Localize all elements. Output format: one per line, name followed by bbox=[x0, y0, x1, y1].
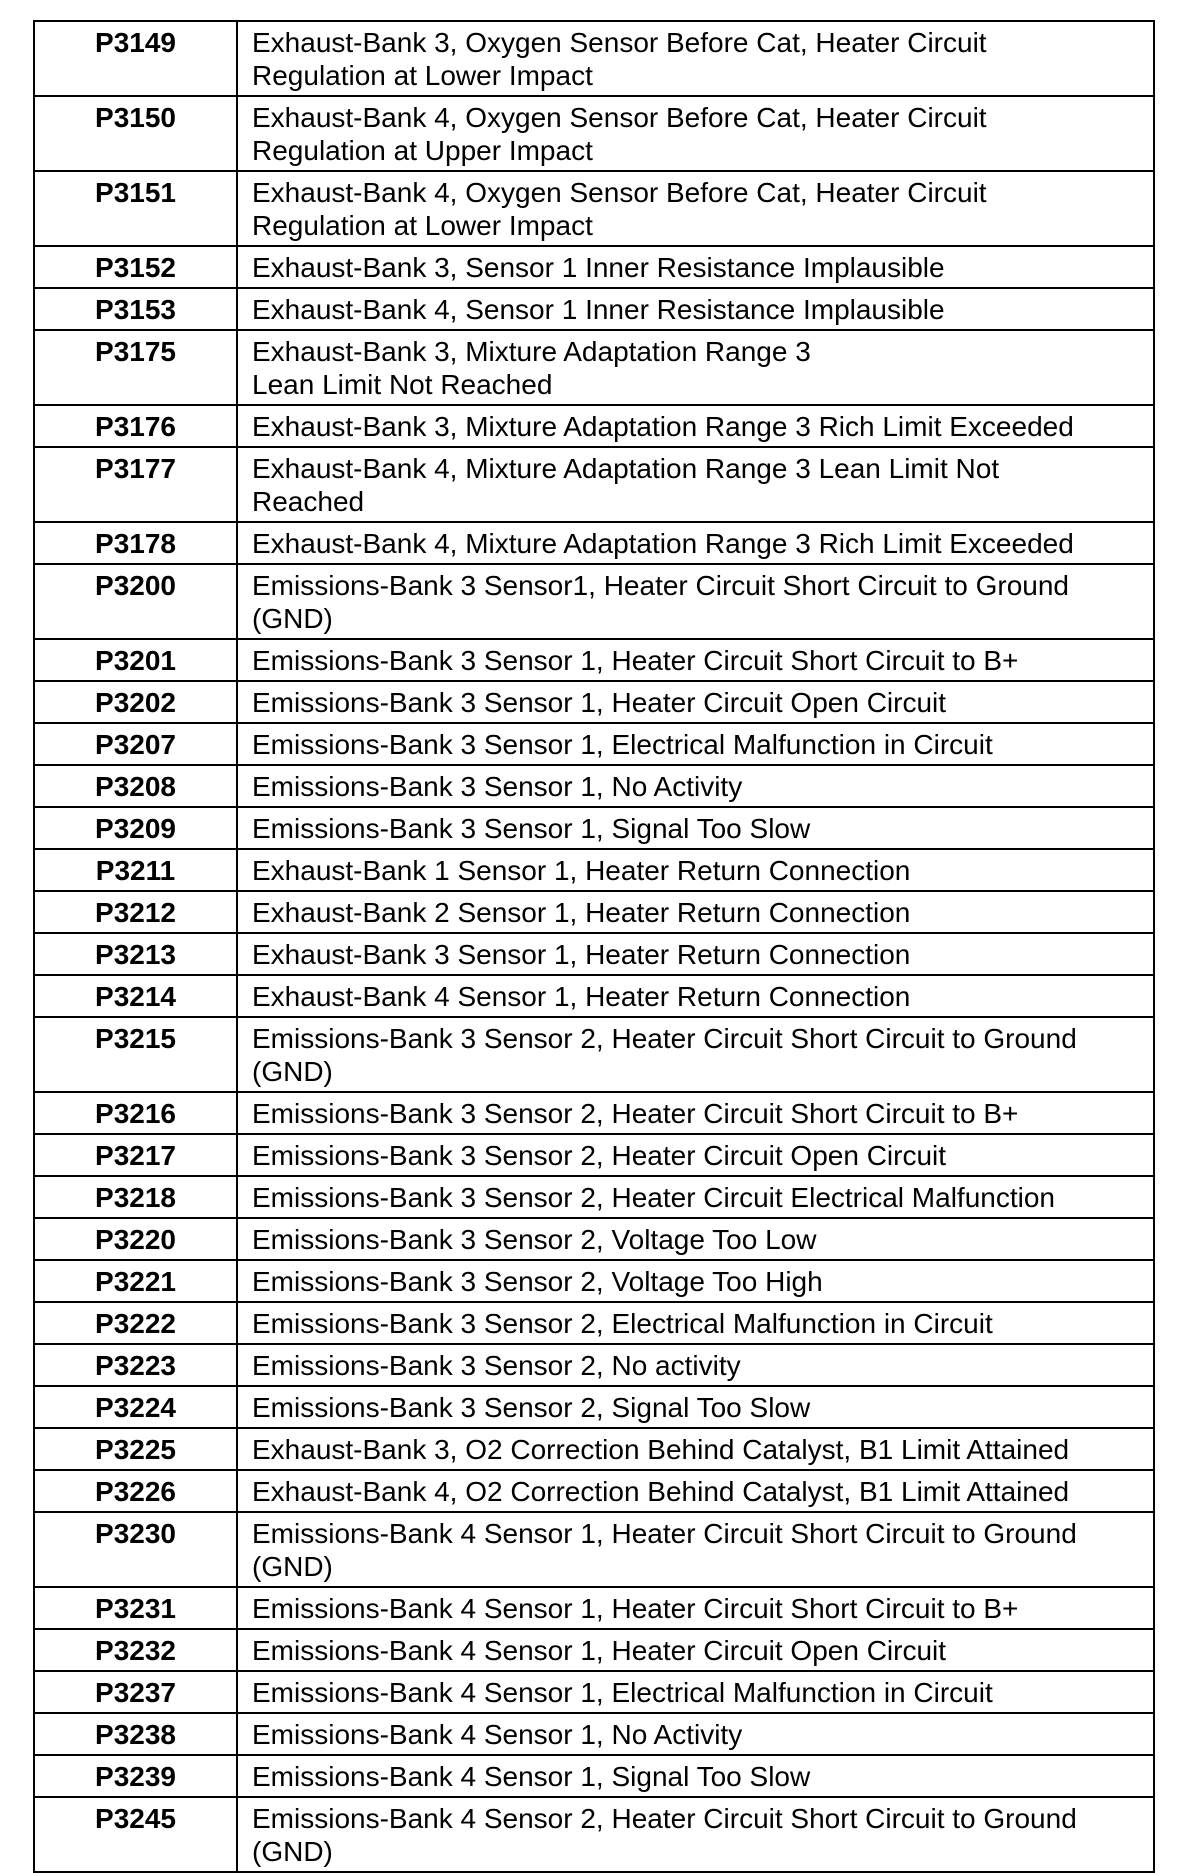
dtc-description-line: Regulation at Upper Impact bbox=[252, 135, 593, 166]
table-row bbox=[34, 1386, 1154, 1428]
dtc-code: P3239 bbox=[34, 1755, 237, 1797]
dtc-description-line: Exhaust-Bank 2 Sensor 1, Heater Return Connection bbox=[252, 897, 911, 928]
dtc-description bbox=[237, 1671, 1154, 1713]
dtc-description bbox=[237, 1260, 1154, 1302]
dtc-description-line: Emissions-Bank 3 Sensor 1, Heater Circuit Short Circuit to B+ bbox=[252, 645, 1019, 676]
dtc-code: P3149 bbox=[34, 21, 237, 96]
table-row bbox=[34, 1218, 1154, 1260]
dtc-code: P3214 bbox=[34, 975, 237, 1017]
table-row bbox=[34, 21, 1154, 96]
dtc-description bbox=[237, 1713, 1154, 1755]
dtc-description-line: Exhaust-Bank 4, Mixture Adaptation Range 3 Rich Limit Exceeded bbox=[252, 528, 1074, 559]
dtc-description bbox=[237, 1092, 1154, 1134]
table-row bbox=[34, 1797, 1154, 1872]
table-row bbox=[34, 1755, 1154, 1797]
dtc-description bbox=[237, 1386, 1154, 1428]
table-row bbox=[34, 522, 1154, 564]
table-row bbox=[34, 1302, 1154, 1344]
dtc-code: P3212 bbox=[34, 891, 237, 933]
dtc-description-line: Emissions-Bank 4 Sensor 1, Electrical Malfunction in Circuit bbox=[252, 1677, 993, 1708]
dtc-description bbox=[237, 1797, 1154, 1872]
table-row bbox=[34, 447, 1154, 522]
dtc-description-line: Emissions-Bank 3 Sensor 1, Electrical Malfunction in Circuit bbox=[252, 729, 993, 760]
dtc-code: P3226 bbox=[34, 1470, 237, 1512]
dtc-description bbox=[237, 96, 1154, 171]
dtc-code: P3202 bbox=[34, 681, 237, 723]
dtc-description bbox=[237, 1134, 1154, 1176]
dtc-description-line: Emissions-Bank 4 Sensor 1, Heater Circuit Short Circuit to Ground bbox=[252, 1518, 1077, 1549]
dtc-code: P3209 bbox=[34, 807, 237, 849]
table-row bbox=[34, 681, 1154, 723]
table-row bbox=[34, 891, 1154, 933]
dtc-code: P3231 bbox=[34, 1587, 237, 1629]
table-row bbox=[34, 1629, 1154, 1671]
dtc-description-line: (GND) bbox=[252, 603, 333, 634]
dtc-description bbox=[237, 681, 1154, 723]
dtc-description bbox=[237, 1428, 1154, 1470]
dtc-code: P3225 bbox=[34, 1428, 237, 1470]
dtc-description-line: (GND) bbox=[252, 1551, 333, 1582]
dtc-code: P3200 bbox=[34, 564, 237, 639]
dtc-description-line: Reached bbox=[252, 486, 365, 517]
dtc-code: P3217 bbox=[34, 1134, 237, 1176]
dtc-code: P3208 bbox=[34, 765, 237, 807]
dtc-description bbox=[237, 564, 1154, 639]
dtc-description-line: Exhaust-Bank 3, Sensor 1 Inner Resistance Implausible bbox=[252, 252, 945, 283]
dtc-code: P3153 bbox=[34, 288, 237, 330]
table-row bbox=[34, 723, 1154, 765]
table-row bbox=[34, 1092, 1154, 1134]
dtc-description-line: Emissions-Bank 3 Sensor 2, Voltage Too Low bbox=[252, 1224, 817, 1255]
dtc-description bbox=[237, 975, 1154, 1017]
table-row bbox=[34, 330, 1154, 405]
dtc-description-line: Emissions-Bank 4 Sensor 2, Heater Circuit Short Circuit to Ground bbox=[252, 1803, 1077, 1834]
dtc-description-line: Emissions-Bank 4 Sensor 1, Heater Circuit Short Circuit to B+ bbox=[252, 1593, 1019, 1624]
dtc-description-line: Emissions-Bank 3 Sensor 2, Heater Circuit Short Circuit to Ground bbox=[252, 1023, 1077, 1054]
dtc-description-line: (GND) bbox=[252, 1056, 333, 1087]
dtc-description bbox=[237, 288, 1154, 330]
dtc-description-line: Emissions-Bank 3 Sensor 1, Heater Circuit Open Circuit bbox=[252, 687, 947, 718]
dtc-description-line: Emissions-Bank 3 Sensor 1, Signal Too Slow bbox=[252, 813, 811, 844]
dtc-description-line: Exhaust-Bank 3, Mixture Adaptation Range 3 bbox=[252, 336, 811, 367]
dtc-code: P3232 bbox=[34, 1629, 237, 1671]
dtc-description-line: Exhaust-Bank 4, O2 Correction Behind Catalyst, B1 Limit Attained bbox=[252, 1476, 1070, 1507]
dtc-description-line: Emissions-Bank 3 Sensor 2, Electrical Malfunction in Circuit bbox=[252, 1308, 993, 1339]
dtc-description-line: Exhaust-Bank 4, Oxygen Sensor Before Cat, Heater Circuit bbox=[252, 102, 987, 133]
dtc-description-line: Emissions-Bank 3 Sensor 2, Signal Too Slow bbox=[252, 1392, 811, 1423]
dtc-code: P3216 bbox=[34, 1092, 237, 1134]
dtc-table-body bbox=[34, 21, 1154, 1872]
dtc-description bbox=[237, 933, 1154, 975]
table-row bbox=[34, 1587, 1154, 1629]
dtc-description bbox=[237, 765, 1154, 807]
table-row bbox=[34, 246, 1154, 288]
table-row bbox=[34, 807, 1154, 849]
table-row bbox=[34, 639, 1154, 681]
dtc-description-line: Emissions-Bank 3 Sensor 2, No activity bbox=[252, 1350, 741, 1381]
dtc-description-line: Emissions-Bank 3 Sensor 2, Heater Circuit Open Circuit bbox=[252, 1140, 947, 1171]
dtc-code: P3220 bbox=[34, 1218, 237, 1260]
dtc-description-line: Emissions-Bank 3 Sensor 2, Heater Circuit Electrical Malfunction bbox=[252, 1182, 1055, 1213]
dtc-code: P3238 bbox=[34, 1713, 237, 1755]
dtc-code: P3150 bbox=[34, 96, 237, 171]
dtc-code: P3215 bbox=[34, 1017, 237, 1092]
dtc-description-line: Exhaust-Bank 3, O2 Correction Behind Catalyst, B1 Limit Attained bbox=[252, 1434, 1070, 1465]
dtc-description bbox=[237, 1587, 1154, 1629]
dtc-code: P3177 bbox=[34, 447, 237, 522]
table-row bbox=[34, 288, 1154, 330]
dtc-description-line: Emissions-Bank 3 Sensor1, Heater Circuit Short Circuit to Ground bbox=[252, 570, 1069, 601]
dtc-description bbox=[237, 447, 1154, 522]
dtc-description-line: Exhaust-Bank 4, Oxygen Sensor Before Cat, Heater Circuit bbox=[252, 177, 987, 208]
table-row bbox=[34, 171, 1154, 246]
table-row bbox=[34, 1260, 1154, 1302]
dtc-description bbox=[237, 21, 1154, 96]
dtc-description-line: Regulation at Lower Impact bbox=[252, 210, 593, 241]
table-row bbox=[34, 564, 1154, 639]
dtc-description bbox=[237, 405, 1154, 447]
dtc-description bbox=[237, 330, 1154, 405]
table-row bbox=[34, 1713, 1154, 1755]
dtc-description bbox=[237, 1218, 1154, 1260]
table-row bbox=[34, 1671, 1154, 1713]
dtc-description-line: Emissions-Bank 4 Sensor 1, No Activity bbox=[252, 1719, 743, 1750]
dtc-description bbox=[237, 891, 1154, 933]
dtc-description-line: Emissions-Bank 3 Sensor 1, No Activity bbox=[252, 771, 743, 802]
dtc-code: P3201 bbox=[34, 639, 237, 681]
dtc-description bbox=[237, 1302, 1154, 1344]
dtc-code: P3151 bbox=[34, 171, 237, 246]
table-row bbox=[34, 765, 1154, 807]
dtc-description-line: Exhaust-Bank 1 Sensor 1, Heater Return Connection bbox=[252, 855, 911, 886]
table-row bbox=[34, 1176, 1154, 1218]
dtc-description bbox=[237, 1344, 1154, 1386]
dtc-code: P3213 bbox=[34, 933, 237, 975]
dtc-description bbox=[237, 246, 1154, 288]
dtc-code: P3176 bbox=[34, 405, 237, 447]
dtc-code: P3175 bbox=[34, 330, 237, 405]
dtc-description-line: Emissions-Bank 4 Sensor 1, Signal Too Slow bbox=[252, 1761, 811, 1792]
dtc-description-line: (GND) bbox=[252, 1836, 333, 1867]
table-row bbox=[34, 1428, 1154, 1470]
dtc-description bbox=[237, 807, 1154, 849]
dtc-table bbox=[33, 20, 1155, 1873]
table-row bbox=[34, 1134, 1154, 1176]
dtc-code: P3222 bbox=[34, 1302, 237, 1344]
dtc-description bbox=[237, 171, 1154, 246]
dtc-code: P3221 bbox=[34, 1260, 237, 1302]
dtc-code: P3218 bbox=[34, 1176, 237, 1218]
table-row bbox=[34, 96, 1154, 171]
dtc-code: P3224 bbox=[34, 1386, 237, 1428]
dtc-description bbox=[237, 1512, 1154, 1587]
table-row bbox=[34, 1512, 1154, 1587]
dtc-description bbox=[237, 639, 1154, 681]
dtc-description-line: Emissions-Bank 3 Sensor 2, Voltage Too High bbox=[252, 1266, 823, 1297]
dtc-description-line: Regulation at Lower Impact bbox=[252, 60, 593, 91]
dtc-description bbox=[237, 849, 1154, 891]
dtc-code: P3245 bbox=[34, 1797, 237, 1872]
dtc-code: P3230 bbox=[34, 1512, 237, 1587]
dtc-description-line: Exhaust-Bank 3 Sensor 1, Heater Return Connection bbox=[252, 939, 911, 970]
table-row bbox=[34, 1470, 1154, 1512]
dtc-description bbox=[237, 1755, 1154, 1797]
dtc-description-line: Exhaust-Bank 4, Mixture Adaptation Range 3 Lean Limit Not bbox=[252, 453, 1000, 484]
dtc-description-line: Exhaust-Bank 3, Mixture Adaptation Range 3 Rich Limit Exceeded bbox=[252, 411, 1074, 442]
dtc-code: P3178 bbox=[34, 522, 237, 564]
dtc-code: P3237 bbox=[34, 1671, 237, 1713]
dtc-code: P3152 bbox=[34, 246, 237, 288]
dtc-code: P3211 bbox=[34, 849, 237, 891]
dtc-description bbox=[237, 522, 1154, 564]
dtc-description-line: Exhaust-Bank 4, Sensor 1 Inner Resistance Implausible bbox=[252, 294, 945, 325]
dtc-description-line: Exhaust-Bank 3, Oxygen Sensor Before Cat, Heater Circuit bbox=[252, 27, 987, 58]
table-row bbox=[34, 1344, 1154, 1386]
dtc-description bbox=[237, 1176, 1154, 1218]
table-row bbox=[34, 933, 1154, 975]
table-row bbox=[34, 405, 1154, 447]
table-row bbox=[34, 849, 1154, 891]
dtc-description bbox=[237, 1017, 1154, 1092]
dtc-code: P3207 bbox=[34, 723, 237, 765]
dtc-description-line: Exhaust-Bank 4 Sensor 1, Heater Return Connection bbox=[252, 981, 911, 1012]
dtc-description bbox=[237, 1470, 1154, 1512]
dtc-description-line: Lean Limit Not Reached bbox=[252, 369, 553, 400]
table-row bbox=[34, 975, 1154, 1017]
dtc-description-line: Emissions-Bank 4 Sensor 1, Heater Circuit Open Circuit bbox=[252, 1635, 947, 1666]
table-row bbox=[34, 1017, 1154, 1092]
dtc-description bbox=[237, 1629, 1154, 1671]
dtc-code: P3223 bbox=[34, 1344, 237, 1386]
dtc-description-line: Emissions-Bank 3 Sensor 2, Heater Circuit Short Circuit to B+ bbox=[252, 1098, 1019, 1129]
dtc-description bbox=[237, 723, 1154, 765]
